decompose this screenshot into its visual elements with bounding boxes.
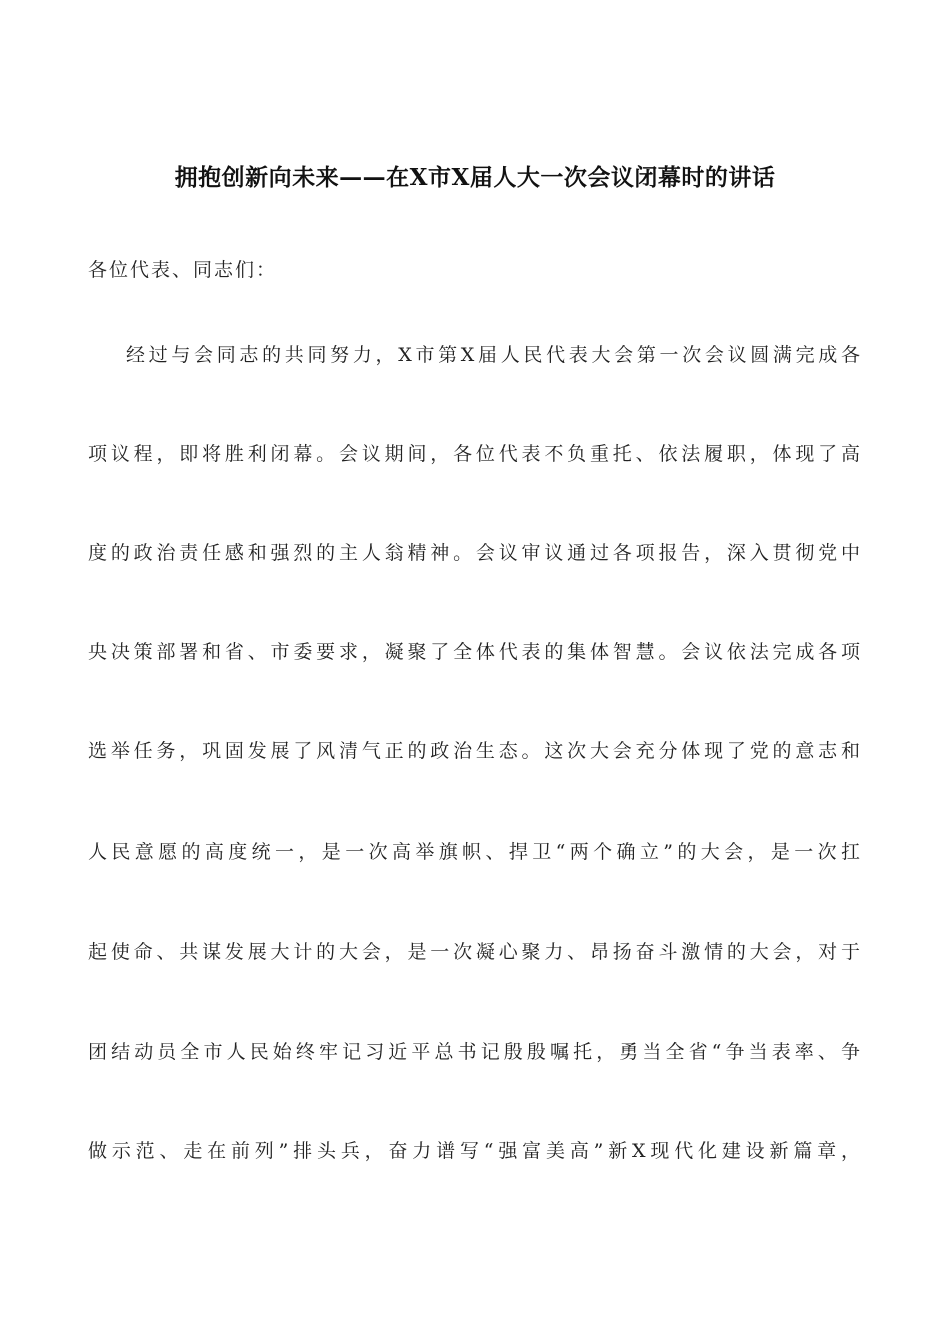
paragraph-line: 团结动员全市人民始终牢记习近平总书记殷殷嘱托，勇当全省“争当表率、争 [88,1041,860,1063]
paragraph-line: 选举任务，巩固发展了风清气正的政治生态。这次大会充分体现了党的意志和 [88,740,860,762]
paragraph-line: 经过与会同志的共同努力，X市第X届人民代表大会第一次会议圆满完成各 [126,344,860,366]
paragraph-line: 做示范、走在前列”排头兵，奋力谱写“强富美高”新X现代化建设新篇章， [88,1140,860,1162]
paragraph-line: 项议程，即将胜利闭幕。会议期间，各位代表不负重托、依法履职，体现了高 [88,443,860,465]
paragraph-line: 人民意愿的高度统一，是一次高举旗帜、捍卫“两个确立”的大会，是一次扛 [88,841,860,863]
paragraph-line: 央决策部署和省、市委要求，凝聚了全体代表的集体智慧。会议依法完成各项 [88,641,860,663]
salutation: 各位代表、同志们： [88,259,278,281]
document-title: 拥抱创新向未来——在X市X届人大一次会议闭幕时的讲话 [174,164,776,191]
paragraph-line: 起使命、共谋发展大计的大会，是一次凝心聚力、昂扬奋斗激情的大会，对于 [88,941,860,963]
paragraph-line: 度的政治责任感和强烈的主人翁精神。会议审议通过各项报告，深入贯彻党中 [88,542,860,564]
